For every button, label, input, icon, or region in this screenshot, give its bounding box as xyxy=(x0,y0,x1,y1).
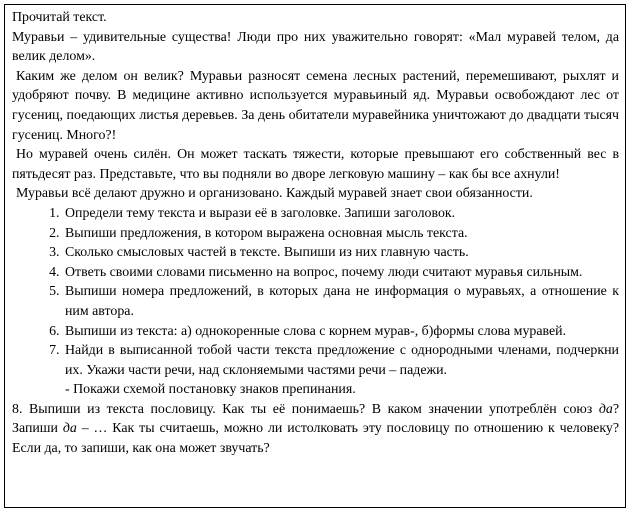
task-8-word-da: да xyxy=(598,401,613,417)
task-item-6: 6. Выпиши из текста: а) однокоренные слова с корнем мурав-, б)формы слова муравей. xyxy=(63,322,619,342)
task-card xyxy=(4,4,626,508)
task-8-text-b: ? Запиши xyxy=(12,401,619,437)
text-paragraph-1: Муравьи – удивительные существа! Люди про них уважительно говорят: «Мал муравей телом, да велик делом». xyxy=(12,29,619,65)
task-item-2: 2. Выпиши предложения, в котором выражена основная мысль текста. xyxy=(63,224,619,244)
instruction-heading: Прочитай текст. xyxy=(12,10,107,25)
task-item-3: 3. Сколько смысловых частей в тексте. Выпиши из них главную часть. xyxy=(63,243,619,263)
task-8-text-c: – … Как ты считаешь, можно ли истолковать эту пословицу по отношению к человеку? Если да, то запиши, как она может звучать? xyxy=(12,421,619,457)
task-item-7: 7. Найди в выписанной тобой части текста предложение с однородными членами, подчеркни их. Укажи части речи, над склоняемыми частями речи – падежи. xyxy=(63,341,619,380)
text-paragraph-4: Муравьи всё делают дружно и организовано. Каждый муравей знает свои обязанности. xyxy=(16,186,533,202)
task-item-1: 1. Определи тему текста и вырази её в заголовке. Запиши заголовок. xyxy=(63,204,619,224)
task-7-note: - Покажи схемой постановку знаков препинания. xyxy=(65,382,356,398)
text-paragraph-2: Каким же делом он велик? Муравьи разносят семена лесных растений, перемешивают, рыхлят и удобряют почву. В медицине активно используется муравьиный яд. Муравьи освобождают лес от гусениц, поедающих листья деревьев. За день обитатели муравейника уничтожают до двадцати тысяч гусениц. Много?! xyxy=(12,68,619,143)
task-item-4: 4. Ответь своими словами письменно на вопрос, почему люди считают муравья сильным. xyxy=(63,263,619,283)
task-8-text-a: 8. Выпиши из текста пословицу. Как ты её понимаешь? В каком значении употреблён союз xyxy=(12,401,599,417)
task-item-5: 5. Выпиши номера предложений, в которых дана не информация о муравьях, а отношение к ним автора. xyxy=(63,282,619,321)
task-8-word-da-2: да xyxy=(62,421,77,437)
task-item-8 xyxy=(12,400,619,459)
task-list xyxy=(12,204,619,380)
text-paragraph-3: Но муравей очень силён. Он может таскать тяжести, которые превышают его собственный вес в пятьдесят раз. Представьте, что вы подняли во дворе легковую машину – как бы все ахнули! xyxy=(12,147,619,182)
